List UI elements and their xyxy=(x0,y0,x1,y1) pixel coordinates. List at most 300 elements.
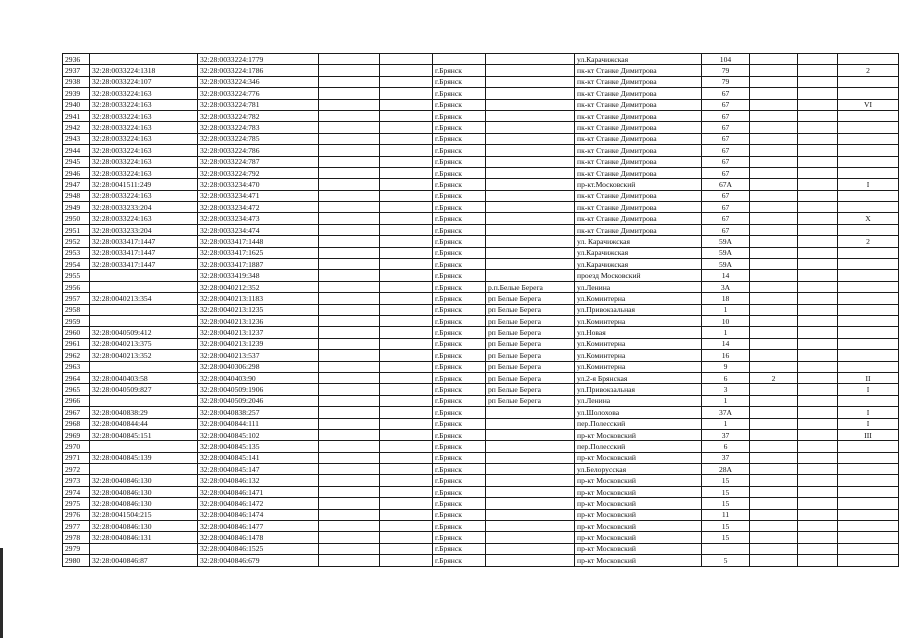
cell-land-cadastral-number: 32:28:0033224:163 xyxy=(90,190,198,201)
table-row xyxy=(63,384,899,395)
cell-settlement: рп Белые Берега xyxy=(486,338,575,349)
cell-object-cadastral-number: 32:28:0040213:1235 xyxy=(198,304,319,315)
cell-house-number: 3 xyxy=(702,384,750,395)
cell-col-4 xyxy=(319,327,380,338)
cell-room-number xyxy=(838,543,899,554)
cell-room-number: I xyxy=(838,418,899,429)
cell-settlement xyxy=(486,521,575,532)
cell-col-11 xyxy=(798,486,838,497)
table-row xyxy=(63,190,899,201)
cell-col-11 xyxy=(798,145,838,156)
cell-object-cadastral-number: 32:28:0033234:473 xyxy=(198,213,319,224)
cell-row-number: 2963 xyxy=(63,361,90,372)
cell-row-number: 2951 xyxy=(63,224,90,235)
cell-building xyxy=(750,475,798,486)
cell-city: г.Брянск xyxy=(433,498,486,509)
table-row xyxy=(63,407,899,418)
cell-city: г.Брянск xyxy=(433,156,486,167)
cell-building xyxy=(750,65,798,76)
cell-object-cadastral-number: 32:28:0033234:472 xyxy=(198,202,319,213)
cell-building xyxy=(750,486,798,497)
cell-street: ул.Карачижская xyxy=(575,247,702,258)
cell-street: ул.Привокзальная xyxy=(575,304,702,315)
cell-object-cadastral-number: 32:28:0040212:352 xyxy=(198,281,319,292)
cell-land-cadastral-number: 32:28:0033224:163 xyxy=(90,88,198,99)
cell-room-number xyxy=(838,54,899,65)
cell-col-4 xyxy=(319,202,380,213)
cell-settlement xyxy=(486,486,575,497)
cell-col-4 xyxy=(319,179,380,190)
cell-city: г.Брянск xyxy=(433,350,486,361)
cell-settlement xyxy=(486,498,575,509)
cell-land-cadastral-number: 32:28:0033224:163 xyxy=(90,156,198,167)
cell-col-11 xyxy=(798,99,838,110)
cell-settlement xyxy=(486,236,575,247)
cell-col-5 xyxy=(380,395,433,406)
cell-room-number xyxy=(838,190,899,201)
cell-room-number xyxy=(838,293,899,304)
cell-settlement xyxy=(486,213,575,224)
cell-col-11 xyxy=(798,532,838,543)
cell-building xyxy=(750,315,798,326)
table-row xyxy=(63,88,899,99)
cell-street: пк-кт Станке Димитрова xyxy=(575,145,702,156)
cell-col-5 xyxy=(380,521,433,532)
cell-building xyxy=(750,441,798,452)
cell-house-number: 1 xyxy=(702,418,750,429)
table-row xyxy=(63,361,899,372)
cell-street: ул.Привокзальная xyxy=(575,384,702,395)
cell-settlement xyxy=(486,65,575,76)
cell-row-number: 2978 xyxy=(63,532,90,543)
cell-col-5 xyxy=(380,110,433,121)
cell-col-11 xyxy=(798,350,838,361)
cell-col-5 xyxy=(380,498,433,509)
cell-land-cadastral-number: 32:28:0040509:412 xyxy=(90,327,198,338)
cell-room-number xyxy=(838,202,899,213)
cell-land-cadastral-number xyxy=(90,441,198,452)
cell-city: г.Брянск xyxy=(433,509,486,520)
cell-col-11 xyxy=(798,418,838,429)
cell-building xyxy=(750,532,798,543)
cell-room-number xyxy=(838,122,899,133)
cell-row-number: 2955 xyxy=(63,270,90,281)
cell-house-number: 18 xyxy=(702,293,750,304)
cell-col-5 xyxy=(380,441,433,452)
cell-settlement xyxy=(486,224,575,235)
cell-house-number: 14 xyxy=(702,338,750,349)
cell-land-cadastral-number: 32:28:0033224:163 xyxy=(90,145,198,156)
cell-row-number: 2939 xyxy=(63,88,90,99)
cell-col-4 xyxy=(319,486,380,497)
cell-row-number: 2956 xyxy=(63,281,90,292)
cell-city: г.Брянск xyxy=(433,429,486,440)
cell-building xyxy=(750,509,798,520)
cell-col-5 xyxy=(380,133,433,144)
cell-house-number: 67 xyxy=(702,167,750,178)
table-row xyxy=(63,498,899,509)
cell-col-11 xyxy=(798,543,838,554)
cell-col-5 xyxy=(380,99,433,110)
cell-room-number xyxy=(838,475,899,486)
cell-city: г.Брянск xyxy=(433,407,486,418)
cell-settlement xyxy=(486,452,575,463)
cell-settlement: рп Белые Берега xyxy=(486,315,575,326)
cell-row-number: 2954 xyxy=(63,259,90,270)
cell-land-cadastral-number: 32:28:0033224:163 xyxy=(90,110,198,121)
cell-street: пр-кт.Московский xyxy=(575,179,702,190)
cell-city: г.Брянск xyxy=(433,179,486,190)
cell-city: г.Брянск xyxy=(433,65,486,76)
cell-room-number xyxy=(838,110,899,121)
cell-row-number: 2957 xyxy=(63,293,90,304)
cell-building xyxy=(750,259,798,270)
cell-house-number: 67 xyxy=(702,145,750,156)
cell-object-cadastral-number: 32:28:0033224:787 xyxy=(198,156,319,167)
cell-house-number: 67 xyxy=(702,156,750,167)
cell-object-cadastral-number: 32:28:0033224:792 xyxy=(198,167,319,178)
cell-land-cadastral-number: 32:28:0041511:249 xyxy=(90,179,198,190)
cell-house-number: 59А xyxy=(702,247,750,258)
cell-house-number: 28А xyxy=(702,464,750,475)
cell-street: пк-кт Станке Димитрова xyxy=(575,76,702,87)
cell-object-cadastral-number: 32:28:0040844:111 xyxy=(198,418,319,429)
cell-building xyxy=(750,429,798,440)
cell-settlement: рп Белые Берега xyxy=(486,350,575,361)
cell-room-number: II xyxy=(838,372,899,383)
cell-col-4 xyxy=(319,156,380,167)
cell-street: пр-кт Московский xyxy=(575,498,702,509)
table-row xyxy=(63,167,899,178)
cell-city: г.Брянск xyxy=(433,122,486,133)
cell-street: пк-кт Станке Димитрова xyxy=(575,167,702,178)
cell-house-number: 15 xyxy=(702,521,750,532)
cell-house-number: 59А xyxy=(702,259,750,270)
cell-col-11 xyxy=(798,338,838,349)
cell-row-number: 2938 xyxy=(63,76,90,87)
cell-col-11 xyxy=(798,441,838,452)
cell-col-5 xyxy=(380,372,433,383)
cell-col-4 xyxy=(319,236,380,247)
cell-building xyxy=(750,304,798,315)
cell-settlement xyxy=(486,99,575,110)
cell-col-4 xyxy=(319,543,380,554)
cell-object-cadastral-number: 32:28:0033224:783 xyxy=(198,122,319,133)
cell-house-number: 15 xyxy=(702,498,750,509)
cell-street: пр-кт Московский xyxy=(575,475,702,486)
cell-land-cadastral-number: 32:28:0033417:1447 xyxy=(90,236,198,247)
table-row xyxy=(63,247,899,258)
cell-land-cadastral-number xyxy=(90,304,198,315)
cell-settlement: рп Белые Берега xyxy=(486,304,575,315)
cell-land-cadastral-number: 32:28:0033224:163 xyxy=(90,133,198,144)
cell-settlement: рп Белые Берега xyxy=(486,372,575,383)
cell-row-number: 2976 xyxy=(63,509,90,520)
cell-house-number: 1 xyxy=(702,327,750,338)
cell-object-cadastral-number: 32:28:0040509:1906 xyxy=(198,384,319,395)
cell-city: г.Брянск xyxy=(433,293,486,304)
cell-land-cadastral-number: 32:28:0033224:163 xyxy=(90,122,198,133)
table-row xyxy=(63,475,899,486)
table-row xyxy=(63,372,899,383)
cell-object-cadastral-number: 32:28:0040213:1236 xyxy=(198,315,319,326)
cell-col-5 xyxy=(380,293,433,304)
cell-col-11 xyxy=(798,179,838,190)
cell-col-4 xyxy=(319,350,380,361)
cell-street: ул.Коминтерна xyxy=(575,350,702,361)
table-row xyxy=(63,145,899,156)
cell-settlement xyxy=(486,202,575,213)
cell-object-cadastral-number: 32:28:0040403:90 xyxy=(198,372,319,383)
cell-col-5 xyxy=(380,224,433,235)
cell-col-11 xyxy=(798,452,838,463)
cell-street: пк-кт Станке Димитрова xyxy=(575,65,702,76)
cell-col-4 xyxy=(319,441,380,452)
cell-col-5 xyxy=(380,270,433,281)
cell-building xyxy=(750,543,798,554)
cell-building xyxy=(750,99,798,110)
cell-building xyxy=(750,338,798,349)
cell-settlement xyxy=(486,76,575,87)
cell-col-5 xyxy=(380,418,433,429)
cell-settlement xyxy=(486,429,575,440)
cell-land-cadastral-number: 32:28:0040509:827 xyxy=(90,384,198,395)
cell-building xyxy=(750,133,798,144)
table-row xyxy=(63,464,899,475)
cell-room-number xyxy=(838,145,899,156)
cell-land-cadastral-number: 32:28:0033233:204 xyxy=(90,202,198,213)
cell-settlement xyxy=(486,441,575,452)
registry-table xyxy=(62,53,899,567)
cell-house-number: 6 xyxy=(702,441,750,452)
cell-col-4 xyxy=(319,338,380,349)
cell-building xyxy=(750,407,798,418)
cell-object-cadastral-number: 32:28:0033417:1448 xyxy=(198,236,319,247)
table-row xyxy=(63,441,899,452)
cell-room-number: III xyxy=(838,429,899,440)
cell-room-number xyxy=(838,76,899,87)
cell-building xyxy=(750,110,798,121)
cell-col-4 xyxy=(319,418,380,429)
table-row xyxy=(63,65,899,76)
cell-building xyxy=(750,224,798,235)
cell-col-4 xyxy=(319,224,380,235)
table-row xyxy=(63,338,899,349)
cell-street: пк-кт Станке Димитрова xyxy=(575,122,702,133)
table-row xyxy=(63,54,899,65)
cell-settlement xyxy=(486,464,575,475)
cell-settlement xyxy=(486,259,575,270)
cell-col-5 xyxy=(380,213,433,224)
cell-room-number xyxy=(838,350,899,361)
cell-settlement: рп Белые Берега xyxy=(486,327,575,338)
cell-house-number: 67А xyxy=(702,179,750,190)
cell-house-number xyxy=(702,543,750,554)
cell-room-number: 2 xyxy=(838,236,899,247)
cell-room-number xyxy=(838,361,899,372)
cell-col-4 xyxy=(319,407,380,418)
cell-col-5 xyxy=(380,88,433,99)
cell-col-4 xyxy=(319,167,380,178)
table-row xyxy=(63,224,899,235)
cell-land-cadastral-number: 32:28:0040846:130 xyxy=(90,498,198,509)
cell-house-number: 15 xyxy=(702,532,750,543)
cell-col-5 xyxy=(380,361,433,372)
cell-street: ул.Новая xyxy=(575,327,702,338)
cell-row-number: 2937 xyxy=(63,65,90,76)
cell-col-5 xyxy=(380,179,433,190)
cell-col-5 xyxy=(380,122,433,133)
table-row xyxy=(63,122,899,133)
cell-room-number xyxy=(838,270,899,281)
cell-street: ул.Карачижская xyxy=(575,259,702,270)
cell-col-5 xyxy=(380,236,433,247)
cell-room-number xyxy=(838,304,899,315)
cell-room-number: I xyxy=(838,384,899,395)
cell-row-number: 2962 xyxy=(63,350,90,361)
cell-col-11 xyxy=(798,259,838,270)
cell-house-number: 67 xyxy=(702,202,750,213)
cell-house-number: 10 xyxy=(702,315,750,326)
cell-city: г.Брянск xyxy=(433,270,486,281)
cell-col-11 xyxy=(798,555,838,566)
cell-col-5 xyxy=(380,247,433,258)
cell-row-number: 2940 xyxy=(63,99,90,110)
cell-room-number: X xyxy=(838,213,899,224)
cell-land-cadastral-number: 32:28:0040846:130 xyxy=(90,475,198,486)
cell-row-number: 2949 xyxy=(63,202,90,213)
cell-room-number xyxy=(838,395,899,406)
cell-street: пр-кт Московский xyxy=(575,486,702,497)
table-row xyxy=(63,179,899,190)
cell-city: г.Брянск xyxy=(433,88,486,99)
cell-settlement xyxy=(486,110,575,121)
cell-col-4 xyxy=(319,532,380,543)
cell-land-cadastral-number xyxy=(90,543,198,554)
cell-col-11 xyxy=(798,167,838,178)
cell-col-4 xyxy=(319,452,380,463)
cell-col-11 xyxy=(798,521,838,532)
cell-building xyxy=(750,361,798,372)
cell-street: ул. Карачижская xyxy=(575,236,702,247)
cell-house-number: 6 xyxy=(702,372,750,383)
cell-col-4 xyxy=(319,281,380,292)
cell-city: г.Брянск xyxy=(433,521,486,532)
cell-object-cadastral-number: 32:28:0033224:781 xyxy=(198,99,319,110)
scan-edge-mark xyxy=(0,548,3,638)
table-row xyxy=(63,270,899,281)
table-row xyxy=(63,532,899,543)
cell-object-cadastral-number: 32:28:0040846:1477 xyxy=(198,521,319,532)
cell-street: ул.Белорусская xyxy=(575,464,702,475)
cell-col-11 xyxy=(798,281,838,292)
cell-room-number xyxy=(838,464,899,475)
cell-city: г.Брянск xyxy=(433,224,486,235)
cell-object-cadastral-number: 32:28:0033224:785 xyxy=(198,133,319,144)
cell-object-cadastral-number: 32:28:0040846:1474 xyxy=(198,509,319,520)
cell-city: г.Брянск xyxy=(433,418,486,429)
cell-street: пк-кт Станке Димитрова xyxy=(575,133,702,144)
table-row xyxy=(63,521,899,532)
cell-object-cadastral-number: 32:28:0033224:786 xyxy=(198,145,319,156)
cell-street: ул.Шолохова xyxy=(575,407,702,418)
cell-object-cadastral-number: 32:28:0040846:132 xyxy=(198,475,319,486)
cell-room-number xyxy=(838,521,899,532)
cell-settlement xyxy=(486,167,575,178)
cell-house-number: 37 xyxy=(702,452,750,463)
cell-street: ул.Карачижская xyxy=(575,54,702,65)
cell-col-11 xyxy=(798,372,838,383)
cell-room-number xyxy=(838,532,899,543)
cell-house-number: 67 xyxy=(702,99,750,110)
cell-col-4 xyxy=(319,247,380,258)
cell-object-cadastral-number: 32:28:0033417:1625 xyxy=(198,247,319,258)
cell-col-11 xyxy=(798,133,838,144)
cell-house-number: 67 xyxy=(702,133,750,144)
cell-object-cadastral-number: 32:28:0040845:135 xyxy=(198,441,319,452)
table-row xyxy=(63,395,899,406)
cell-col-4 xyxy=(319,76,380,87)
table-row xyxy=(63,76,899,87)
cell-building xyxy=(750,122,798,133)
cell-object-cadastral-number: 32:28:0033234:471 xyxy=(198,190,319,201)
cell-city: г.Брянск xyxy=(433,190,486,201)
cell-room-number xyxy=(838,88,899,99)
cell-col-11 xyxy=(798,54,838,65)
cell-col-5 xyxy=(380,65,433,76)
cell-house-number: 15 xyxy=(702,475,750,486)
cell-col-11 xyxy=(798,110,838,121)
cell-land-cadastral-number: 32:28:0040846:130 xyxy=(90,521,198,532)
cell-col-4 xyxy=(319,475,380,486)
cell-col-4 xyxy=(319,213,380,224)
cell-object-cadastral-number: 32:28:0040213:1183 xyxy=(198,293,319,304)
cell-land-cadastral-number: 32:28:0040213:354 xyxy=(90,293,198,304)
cell-object-cadastral-number: 32:28:0040838:257 xyxy=(198,407,319,418)
cell-house-number: 67 xyxy=(702,213,750,224)
cell-land-cadastral-number: 32:28:0040846:130 xyxy=(90,486,198,497)
cell-col-5 xyxy=(380,350,433,361)
registry-table-page xyxy=(62,53,872,567)
cell-street: пр-кт Московский xyxy=(575,509,702,520)
cell-col-5 xyxy=(380,315,433,326)
table-row xyxy=(63,315,899,326)
cell-room-number xyxy=(838,156,899,167)
cell-settlement xyxy=(486,270,575,281)
cell-room-number xyxy=(838,441,899,452)
cell-col-11 xyxy=(798,429,838,440)
cell-row-number: 2977 xyxy=(63,521,90,532)
cell-room-number xyxy=(838,327,899,338)
cell-room-number xyxy=(838,133,899,144)
cell-land-cadastral-number xyxy=(90,395,198,406)
cell-col-4 xyxy=(319,384,380,395)
cell-street: пер.Полесский xyxy=(575,441,702,452)
cell-row-number: 2970 xyxy=(63,441,90,452)
table-row xyxy=(63,213,899,224)
cell-row-number: 2964 xyxy=(63,372,90,383)
cell-settlement xyxy=(486,179,575,190)
cell-col-11 xyxy=(798,304,838,315)
cell-street: ул.2-я Брянская xyxy=(575,372,702,383)
cell-street: ул.Коминтерна xyxy=(575,293,702,304)
cell-land-cadastral-number: 32:28:0033224:1318 xyxy=(90,65,198,76)
cell-col-4 xyxy=(319,361,380,372)
cell-street: проезд Московский xyxy=(575,270,702,281)
cell-building xyxy=(750,293,798,304)
cell-street: пк-кт Станке Димитрова xyxy=(575,110,702,121)
cell-street: ул.Ленина xyxy=(575,395,702,406)
